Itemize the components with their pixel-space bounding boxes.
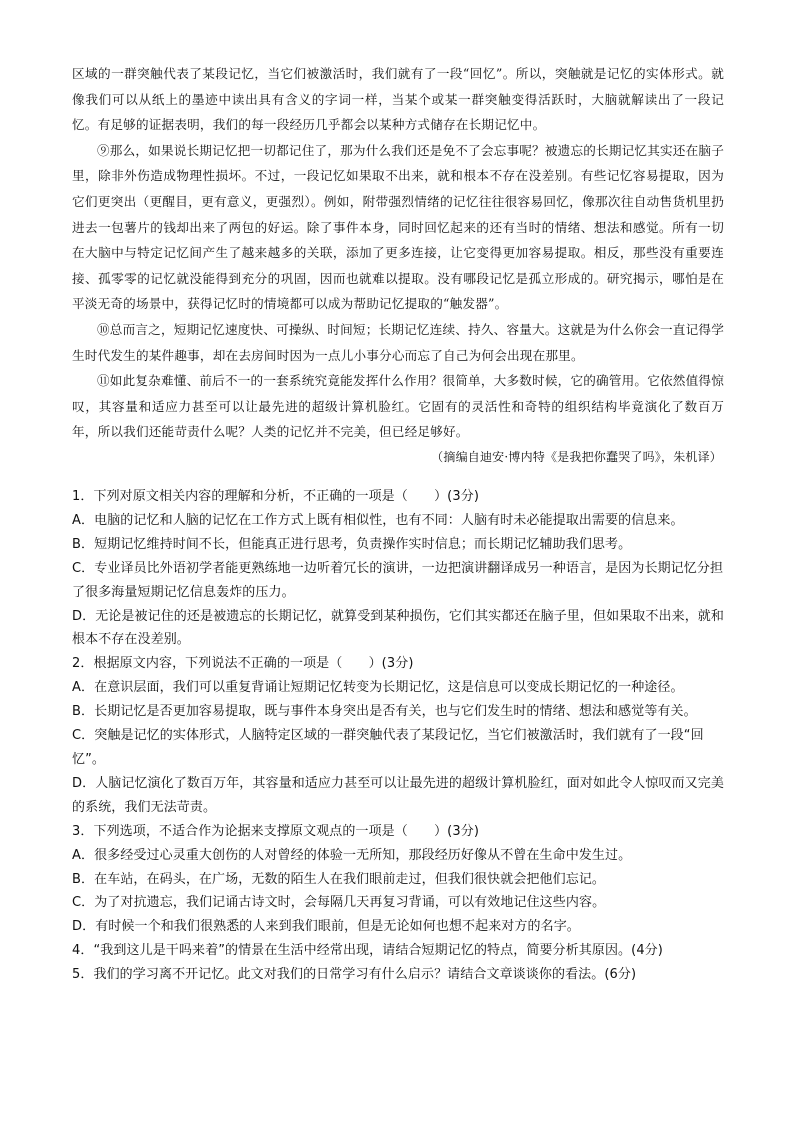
question-1-option-a: A．电脑的记忆和人脑的记忆在工作方式上既有相似性，也有不同：人脑有时未必能提取出需要的信息来。 bbox=[72, 512, 684, 528]
passage-paragraph-10: ⑩总而言之，短期记忆速度快、可操纵、时间短；长期记忆连续、持久、容量大。这就是为什么你会一直记得学生时代发生的某件趣事，却在去房间时因为一点儿小事分心而忘了自己为何会出现在那里。 bbox=[72, 321, 724, 363]
question-5-stem: 5．我们的学习离不开记忆。此文对我们的日常学习有什么启示？请结合文章谈谈你的看法。(6分) bbox=[72, 967, 637, 983]
question-3-option-b: B．在车站，在码头，在广场，无数的陌生人在我们眼前走过，但我们很快就会把他们忘记。 bbox=[72, 871, 606, 887]
question-1-option-c: C．专业译员比外语初学者能更熟练地一边听着冗长的演讲，一边把演讲翻译成另一种语言，是因为长期记忆分担了很多海量短期记忆信息轰炸的压力。 bbox=[72, 560, 724, 600]
question-3-option-c: C．为了对抗遗忘，我们记诵古诗文时，会每隔几天再复习背诵，可以有效地记住这些内容。 bbox=[72, 895, 606, 911]
passage-paragraph-11: ⑪如此复杂难懂、前后不一的一套系统究竟能发挥什么作用？很简单，大多数时候，它的确管用。它依然值得惊叹，其容量和适应力甚至可以让最先进的超级计算机脸红。它固有的灵活性和奇特的组织结构毕竟演化了数百万年，所以我们还能苛责什么呢？人类的记忆并不完美，但已经足够好。 bbox=[72, 373, 724, 440]
question-2-option-b: B．长期记忆是否更加容易提取，既与事件本身突出是否有关，也与它们发生时的情绪、想法和感觉等有关。 bbox=[72, 704, 697, 720]
question-3-option-a: A．很多经受过心灵重大创伤的人对曾经的体验一无所知，那段经历好像从不曾在生命中发生过。 bbox=[72, 847, 632, 863]
question-1-option-b: B．短期记忆维持时间不长，但能真正进行思考，负责操作实时信息；而长期记忆辅助我们思考。 bbox=[72, 536, 632, 552]
passage-paragraph-9: ⑨那么，如果说长期记忆把一切都记住了，那为什么我们还是免不了会忘事呢？被遗忘的长期记忆其实还在脑子里，除非外伤造成物理性损坏。不过，一段记忆如果取不出来，就和根本不存在没差别。有些记忆容易提取，因为它们更突出（更醒目，更有意义，更强烈）。例如，附带强烈情绪的记忆往往很容易回忆，像那次往自动售货机里扔进去一包薯片的钱却出来了两包的好运。除了事件本身，同时回忆起来的还有当时的情绪、想法和感觉。所有一切在大脑中与特定记忆间产生了越来越多的关联，添加了更多连接，让它变得更加容易提取。相反，那些没有重要连接、孤零零的记忆就没能得到充分的巩固，因而也就难以提取。没有哪段记忆是孤立形成的。研究揭示，哪怕是在平淡无奇的场景中，获得记忆时的情境都可以成为帮助记忆提取的“触发器”。 bbox=[72, 142, 724, 312]
passage-source-citation: （摘编自迪安·博内特《是我把你蠢哭了吗》，朱机译） bbox=[431, 449, 722, 464]
question-2-option-c: C．突触是记忆的实体形式，人脑特定区域的一群突触代表了某段记忆，当它们被激活时，我们就有了一段“回忆”。 bbox=[72, 728, 704, 767]
question-4-stem: 4．“我到这儿是干吗来着”的情景在生活中经常出现，请结合短期记忆的特点，简要分析其原因。(4分) bbox=[72, 943, 663, 959]
reading-passage bbox=[72, 61, 724, 471]
question-2-stem: 2．根据原文内容，下列说法不正确的一项是（ ）(3分) bbox=[72, 656, 414, 672]
question-3-stem: 3．下列选项，不适合作为论据来支撑原文观点的一项是（ ）(3分) bbox=[72, 823, 479, 839]
question-list bbox=[72, 485, 724, 987]
question-1-option-d: D．无论是被记住的还是被遗忘的长期记忆，就算受到某种损伤，它们其实都还在脑子里，但如果取不出来，就和根本不存在没差别。 bbox=[72, 608, 725, 648]
question-2-option-a: A．在意识层面，我们可以重复背诵让短期记忆转变为长期记忆，这是信息可以变成长期记忆的一种途径。 bbox=[72, 680, 684, 696]
question-3-option-d: D．有时候一个和我们很熟悉的人来到我们眼前，但是无论如何也想不起来对方的名字。 bbox=[72, 919, 580, 935]
passage-paragraph-continued: 区域的一群突触代表了某段记忆，当它们被激活时，我们就有了一段“回忆”。所以，突触就是记忆的实体形式。就像我们可以从纸上的墨迹中读出具有含义的字词一样，当某个或某一群突触变得活跃时，大脑就解读出了一段记忆。有足够的证据表明，我们的每一段经历几乎都会以某种方式储存在长期记忆中。 bbox=[72, 66, 724, 133]
question-1-stem: 1．下列对原文相关内容的理解和分析，不正确的一项是（ ）(3分) bbox=[72, 489, 479, 504]
question-2-option-d: D．人脑记忆演化了数百万年，其容量和适应力甚至可以让最先进的超级计算机脸红，面对如此令人惊叹而又完美的系统，我们无法苛责。 bbox=[72, 775, 725, 815]
